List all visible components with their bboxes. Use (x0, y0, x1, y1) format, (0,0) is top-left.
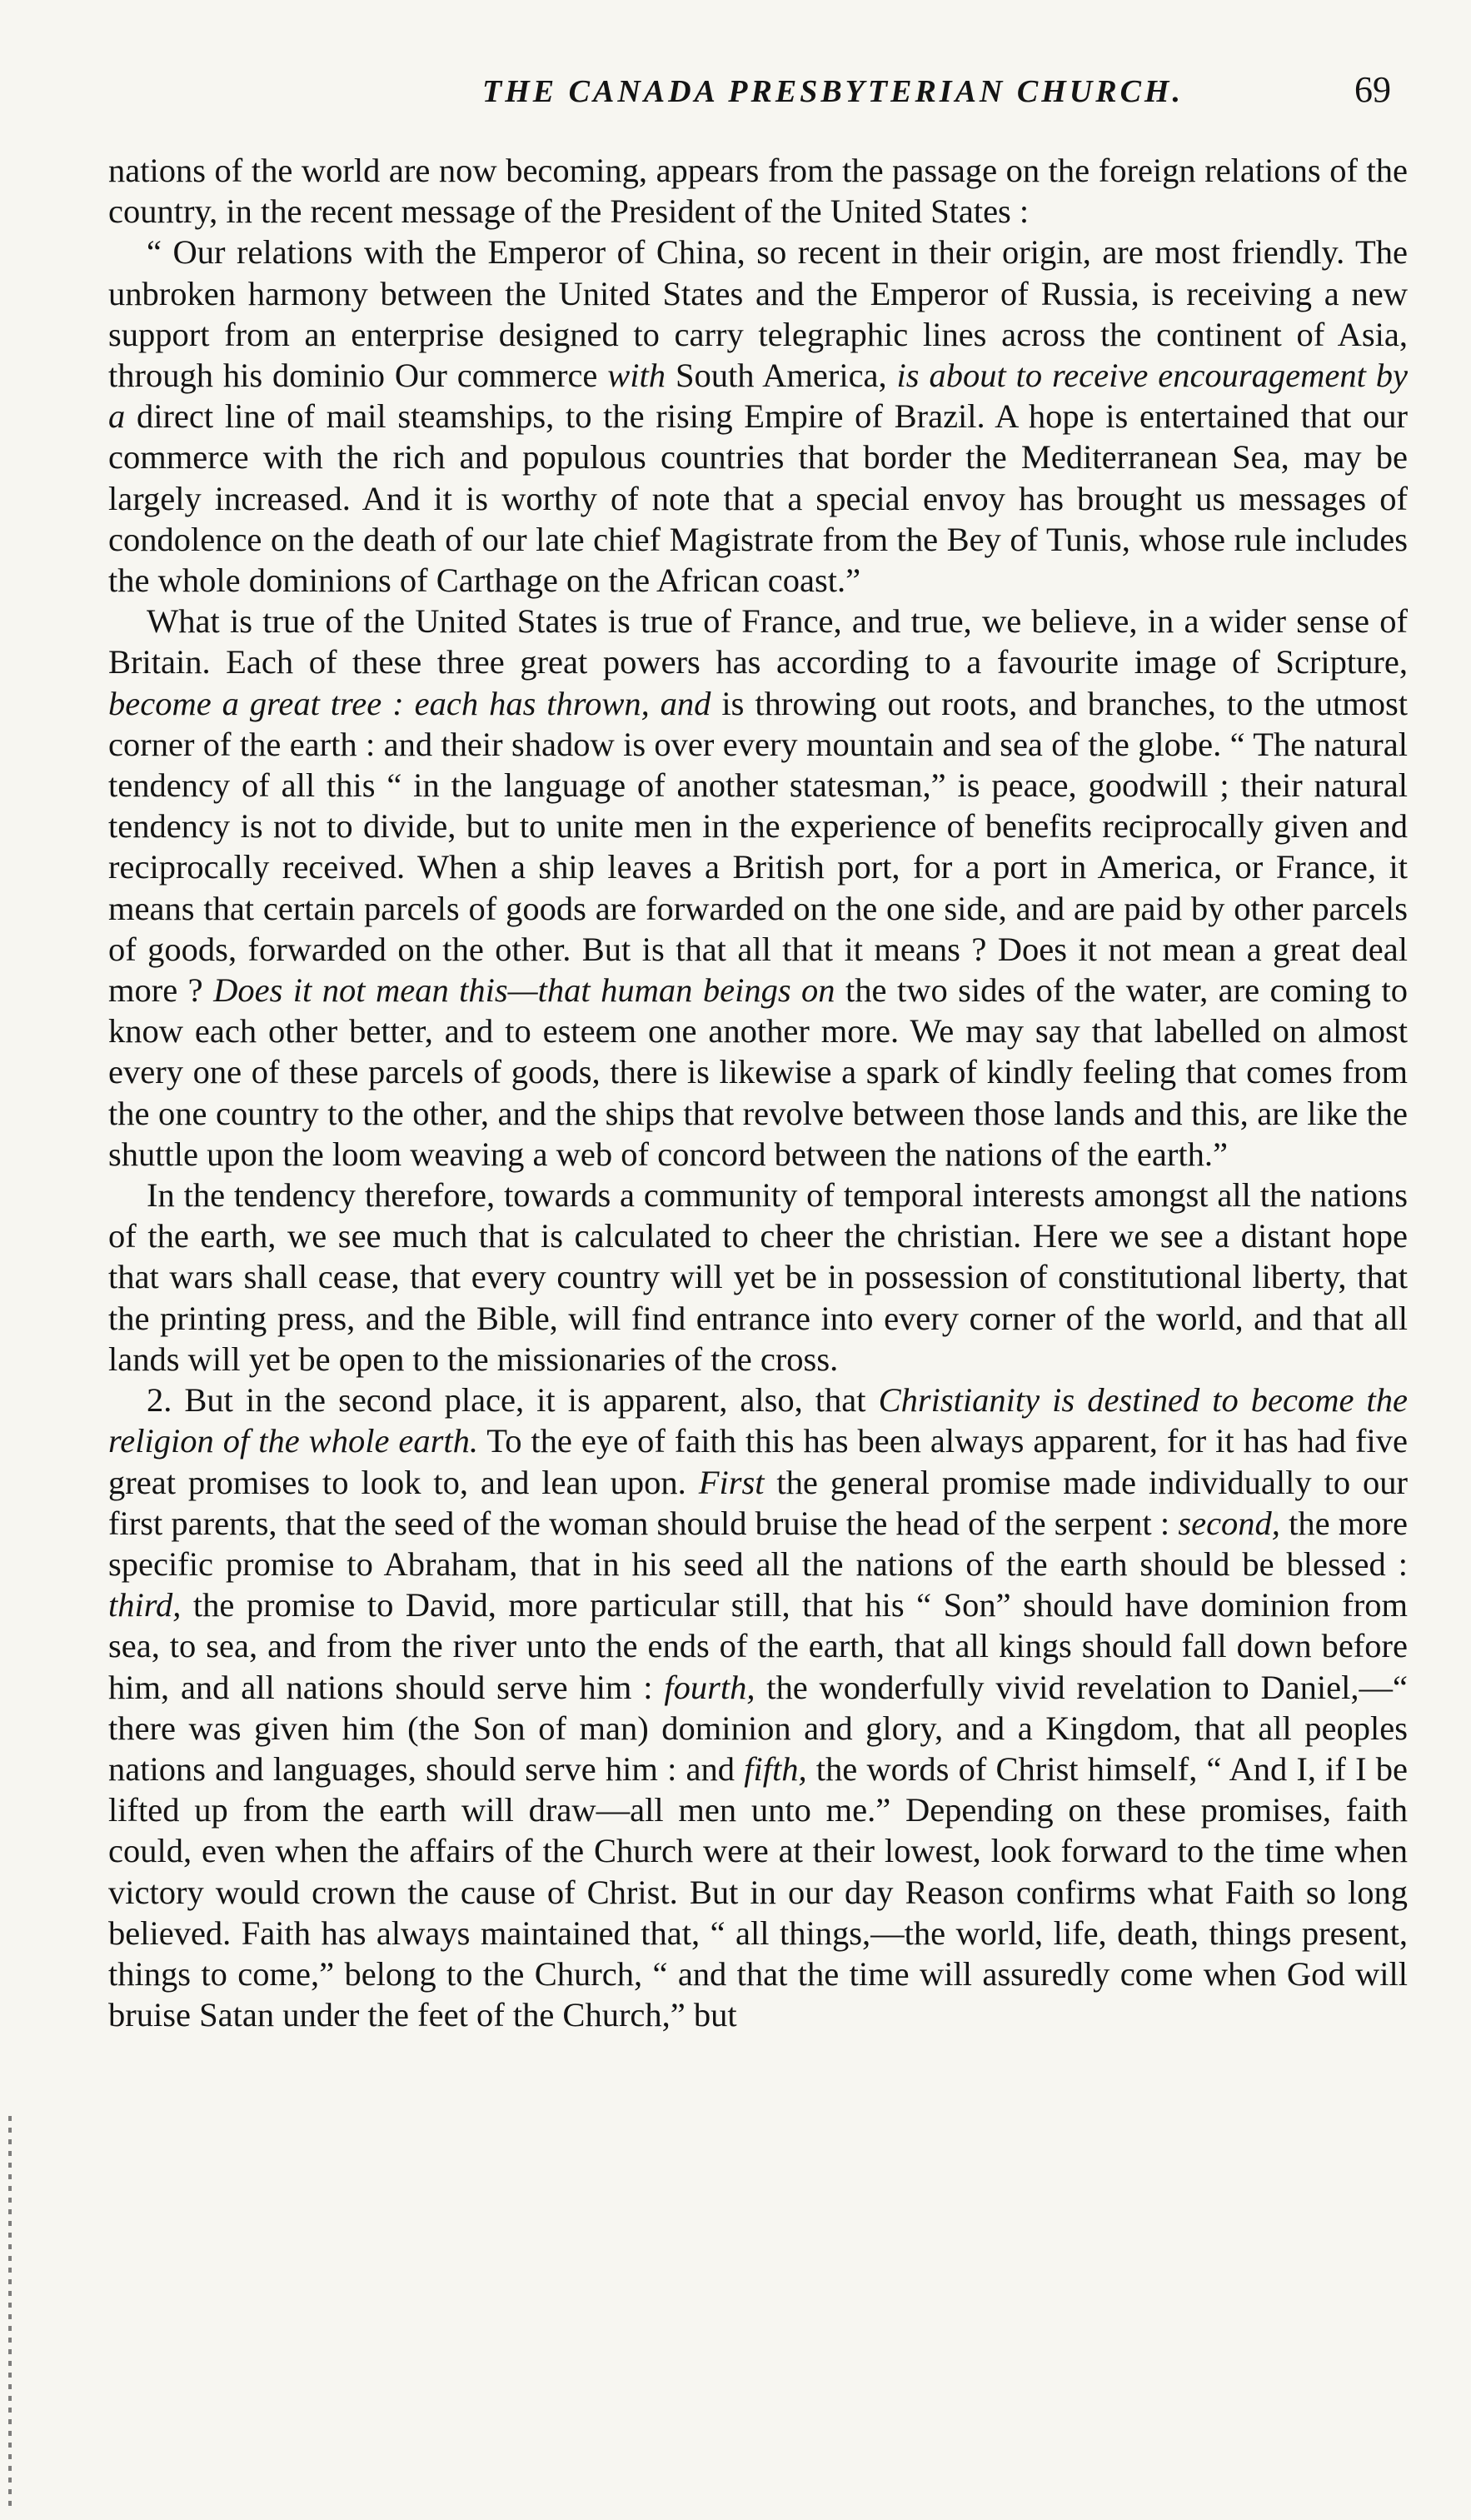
body-text (108, 150, 1408, 2035)
italic-run: become a great tree : each has thrown, and (108, 684, 711, 722)
italic-run: fourth, (664, 1668, 755, 1706)
italic-run: First (698, 1463, 765, 1501)
numbered-paragraph (108, 1380, 1408, 2035)
italic-run: second, (1178, 1504, 1280, 1542)
page-number: 69 (1354, 69, 1391, 110)
text-run: “ Our relations with the Emperor of China, so recent in their origin, are most friendly. The unbroken harmony between the United States and the Emperor of Russia, is receiving a new support from an enterprise designed to carry telegraphic lines across the continent of Asia, through his dominio Our commerce (108, 233, 1408, 395)
scan-margin-mark (8, 2116, 12, 2508)
text-run: To the eye of faith this has been always apparent, for it has had five great promises to look to, and lean upon. (108, 1422, 1408, 1501)
text-run: What is true of the United States is true of France, and true, we believe, in a wider sense of Britain. Each of these three great powers has according to a favourite image of Scripture, (108, 602, 1408, 681)
italic-run: is about to receive encouragement by a (108, 357, 1408, 436)
paragraph (108, 601, 1408, 1175)
text-run: direct line of mail steamships, to the rising Empire of Brazil. A hope is entertained that our commerce with the rich and populous countries that border the Mediterranean Sea, may be largely increased. And it is worthy of note that a special envoy has brought us messages of condolence on the death of our late chief Magistrate from the Bey of Tunis, whose rule includes the whole dominions of Carthage on the African coast.” (108, 397, 1408, 600)
quoted-message-paragraph (108, 232, 1408, 601)
page-header (108, 69, 1408, 132)
italic-run: Does it not mean this—that human beings on (213, 971, 835, 1010)
text-run: the promise to David, more particular still, that his “ Son” should have dominion from sea, to sea, and from the river unto the ends of the earth, that all kings should fall down before him, and all nations should serve him : (108, 1586, 1408, 1706)
italic-run: fifth, (744, 1749, 807, 1788)
text-run: the general promise made individually to our first parents, that the seed of the woman should bruise the head of the serpent : (108, 1463, 1408, 1542)
running-head: THE CANADA PRESBYTERIAN CHURCH. (482, 74, 1184, 109)
text-run: the words of Christ himself, “ And I, if I be lifted up from the earth will draw—all men unto me.” Depending on these promises, faith could, even when the affairs of the Church were at their lowest, look forward to the time when victory would crown the cause of Christ. But in our day Reason confirms what Faith so long believed. Faith has always maintained that, “ all things,—the world, life, death, things present, things to come,” belong to the Church, “ and that the time will assuredly come when God will bruise Satan under the feet of the Church,” but (108, 1749, 1408, 2034)
text-run: South America, (666, 357, 897, 395)
italic-run: with (607, 357, 666, 395)
text-run: is throwing out roots, and branches, to the utmost corner of the earth : and their shadow is over every mountain and sea of the globe. “ The natural tendency of all this “ in the language of another statesman,” is peace, goodwill ; their natural tendency is not to divide, but to unite men in the experience of benefits reciprocally given and reciprocally received. When a ship leaves a British port, for a port in America, or France, it means that certain parcels of goods are forwarded on the one side, and are paid by other parcels of goods, forwarded on the other. But is that all that it means ? Does it not mean a great deal more ? (108, 684, 1408, 1010)
text-run: the two sides of the water, are coming to know each other better, and to esteem one another more. We may say that labelled on almost every one of these parcels of goods, there is likewise a spark of kindly feeling that comes from the one country to the other, and the ships that revolve between those lands and this, are like the shuttle upon the loom weaving a web of concord between the nations of the earth.” (108, 971, 1408, 1173)
text-run: the wonderfully vivid revelation to Daniel,—“ there was given him (the Son of man) dominion and glory, and a Kingdom, that all peoples nations and languages, should serve him : and (108, 1668, 1408, 1788)
text-run: 2. But in the second place, it is apparent, also, that (147, 1381, 879, 1420)
italic-run: third, (108, 1586, 182, 1624)
text-run: the more specific promise to Abraham, that in his seed all the nations of the earth should be blessed : (108, 1504, 1408, 1583)
paragraph: In the tendency therefore, towards a community of temporal interests amongst all the nations of the earth, we see much that is calculated to cheer the christian. Here we see a distant hope that wars shall cease, that every country will yet be in possession of constitutional liberty, that the printing press, and the Bible, will find entrance into every corner of the world, and that all lands will yet be open to the missionaries of the cross. (108, 1176, 1408, 1378)
italic-run: Christianity is destined to become the religion of the whole earth. (108, 1381, 1408, 1460)
paragraph: nations of the world are now becoming, appears from the passage on the foreign relations of the country, in the recent message of the President of the United States : (108, 152, 1408, 231)
